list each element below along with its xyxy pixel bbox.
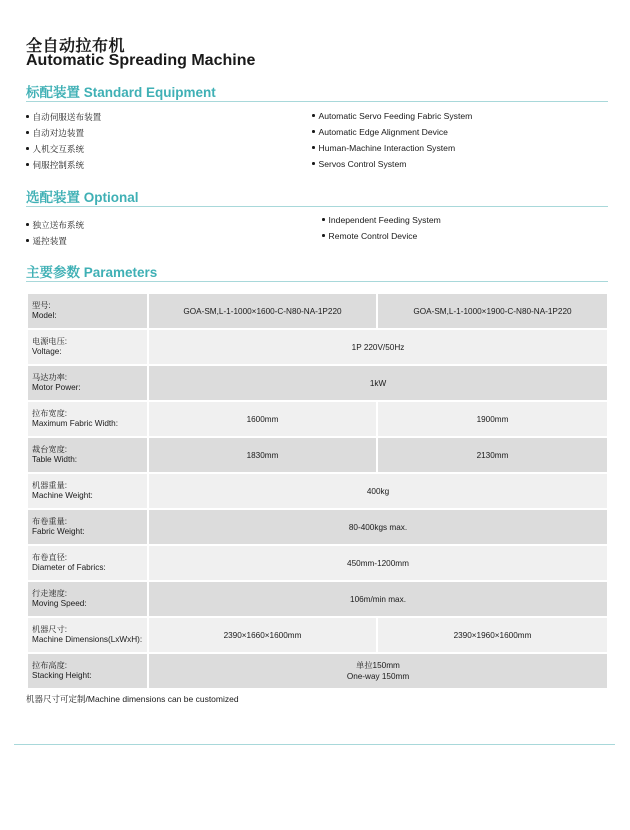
standard-list-cn (26, 109, 101, 173)
list-item: 自动对边装置 (26, 125, 101, 141)
bullet-icon (26, 223, 29, 226)
list-item: Automatic Edge Alignment Device (312, 124, 472, 140)
table-row (27, 437, 608, 473)
parameters-heading-en: Parameters (83, 265, 158, 280)
standard-equipment-heading (26, 81, 216, 101)
list-item: Servos Control System (312, 156, 472, 172)
bullet-icon (312, 146, 315, 149)
param-value: 单拉150mm One-way 150mm (148, 653, 608, 689)
table-row (27, 329, 608, 365)
param-value: 400kg (148, 473, 608, 509)
list-item: Automatic Servo Feeding Fabric System (312, 108, 472, 124)
list-item: 伺服控制系统 (26, 157, 101, 173)
param-label: 机器尺寸: Machine Dimensions(LxWxH): (27, 617, 148, 653)
table-row (27, 617, 608, 653)
list-item: 自动伺服送布装置 (26, 109, 101, 125)
param-label: 拉布宽度: Maximum Fabric Width: (27, 401, 148, 437)
param-label: 拉布高度: Stacking Height: (27, 653, 148, 689)
list-item: Human-Machine Interaction System (312, 140, 472, 156)
bullet-icon (322, 218, 325, 221)
table-row (27, 581, 608, 617)
param-value: 1830mm (148, 437, 377, 473)
optional-heading (26, 186, 139, 206)
param-value: 80-400kgs max. (148, 509, 608, 545)
table-row (27, 509, 608, 545)
param-value: 1kW (148, 365, 608, 401)
param-value: 1900mm (377, 401, 608, 437)
param-label: 马达功率: Motor Power: (27, 365, 148, 401)
param-value: 2130mm (377, 437, 608, 473)
bullet-icon (26, 239, 29, 242)
standard-list-en (312, 108, 472, 172)
bullet-icon (26, 147, 29, 150)
list-item: Independent Feeding System (322, 212, 441, 228)
standard-divider (26, 101, 608, 102)
param-label: 布卷直径: Diameter of Fabrics: (27, 545, 148, 581)
optional-list-cn (26, 217, 84, 249)
page-title-cn: 全自动拉布机 (26, 38, 126, 55)
param-value: 106m/min max. (148, 581, 608, 617)
table-row (27, 473, 608, 509)
param-label: 布卷重量: Fabric Weight: (27, 509, 148, 545)
param-label: 型号: Model: (27, 293, 148, 329)
parameters-divider (26, 281, 608, 282)
param-value: 2390×1660×1600mm (148, 617, 377, 653)
list-item: Remote Control Device (322, 228, 441, 244)
list-item: 遥控装置 (26, 233, 84, 249)
page-title-en: Automatic Spreading Machine (26, 52, 256, 69)
param-value: 450mm-1200mm (148, 545, 608, 581)
optional-list-en (322, 212, 441, 244)
table-row (27, 545, 608, 581)
param-value: 1P 220V/50Hz (148, 329, 608, 365)
table-row (27, 293, 608, 329)
bullet-icon (312, 162, 315, 165)
param-label: 裁台宽度: Table Width: (27, 437, 148, 473)
param-value: GOA-SM,L-1-1000×1900-C-N80-NA-1P220 (377, 293, 608, 329)
list-item: 独立送布系统 (26, 217, 84, 233)
bullet-icon (312, 130, 315, 133)
param-label: 电源电压: Voltage: (27, 329, 148, 365)
parameters-heading-cn: 主要参数 (26, 265, 80, 280)
bullet-icon (26, 115, 29, 118)
table-row (27, 365, 608, 401)
optional-heading-cn: 选配装置 (26, 190, 80, 205)
param-value: 1600mm (148, 401, 377, 437)
footnote: 机器尺寸可定制/Machine dimensions can be customized (26, 694, 239, 704)
optional-divider (26, 206, 608, 207)
bottom-divider (14, 744, 615, 745)
bullet-icon (312, 114, 315, 117)
optional-heading-en: Optional (83, 190, 139, 205)
param-label: 行走速度: Moving Speed: (27, 581, 148, 617)
table-row (27, 653, 608, 689)
bullet-icon (26, 131, 29, 134)
parameters-table (26, 292, 609, 690)
parameters-heading (26, 261, 157, 281)
standard-heading-en: Standard Equipment (83, 85, 216, 100)
param-value: 2390×1960×1600mm (377, 617, 608, 653)
standard-heading-cn: 标配装置 (26, 85, 80, 100)
param-label: 机器重量: Machine Weight: (27, 473, 148, 509)
bullet-icon (322, 234, 325, 237)
bullet-icon (26, 163, 29, 166)
table-row (27, 401, 608, 437)
param-value: GOA-SM,L-1-1000×1600-C-N80-NA-1P220 (148, 293, 377, 329)
list-item: 人机交互系统 (26, 141, 101, 157)
